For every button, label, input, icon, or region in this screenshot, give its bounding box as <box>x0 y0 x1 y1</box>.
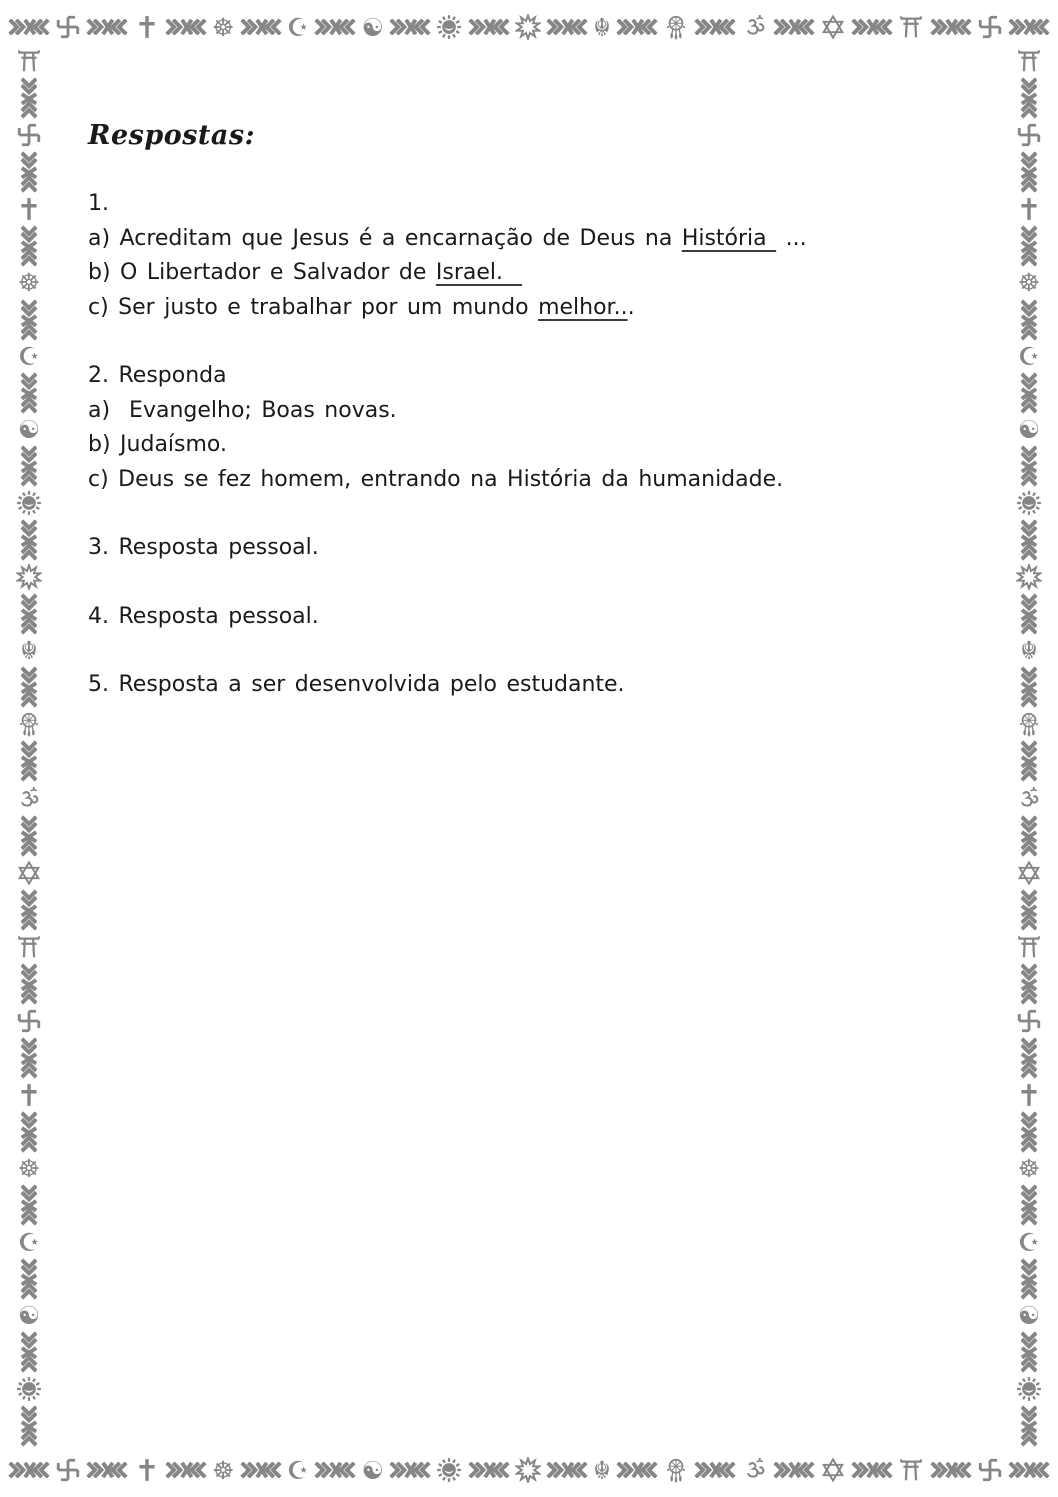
dharma-wheel-icon: ☸ <box>211 12 235 42</box>
swastika-icon <box>977 14 1003 40</box>
chevron-motif-icon <box>1006 1331 1052 1373</box>
answer-line <box>88 531 1003 566</box>
cross-icon <box>16 196 42 222</box>
answer-line <box>88 359 1003 394</box>
chevron-motif-icon <box>6 963 52 1005</box>
chevron-motif-icon <box>6 1184 52 1226</box>
star-crescent-icon: ☪ <box>17 1227 41 1257</box>
khanda-icon: ☬ <box>593 1455 611 1485</box>
starburst-icon <box>515 1457 541 1483</box>
answer-text: a) Acreditam que Jesus é a encarnação de Deus na <box>88 225 682 251</box>
chevron-motif-icon <box>468 19 510 35</box>
chevron-motif-icon <box>1006 225 1052 267</box>
sun-icon <box>436 1457 462 1483</box>
om-icon <box>742 1457 768 1483</box>
chevron-motif-icon <box>1006 1258 1052 1300</box>
swastika-icon <box>977 1457 1003 1483</box>
answer-line <box>88 668 1003 703</box>
star-crescent-icon: ☪ <box>1017 1227 1041 1257</box>
chevron-motif-icon <box>1006 77 1052 119</box>
star-crescent-icon: ☪ <box>17 341 41 371</box>
chevron-motif-icon <box>773 19 815 35</box>
chevron-motif-icon <box>1008 19 1050 35</box>
chevron-motif-icon <box>86 19 128 35</box>
chevron-motif-icon <box>694 19 736 35</box>
answer-line <box>88 222 1003 257</box>
chevron-motif-icon <box>1006 445 1052 487</box>
chevron-motif-icon <box>1006 519 1052 561</box>
chevron-motif-icon <box>1006 740 1052 782</box>
om-icon <box>16 786 42 812</box>
sun-icon <box>16 490 42 516</box>
answers-section <box>88 120 1003 737</box>
answer-block <box>88 668 1003 703</box>
chevron-motif-icon <box>86 1462 128 1478</box>
chevron-motif-icon <box>6 445 52 487</box>
sun-icon <box>16 1376 42 1402</box>
sun-icon <box>1016 1376 1042 1402</box>
answer-text: c) Ser justo e trabalhar por um mundo <box>88 294 539 320</box>
star-of-david-icon <box>16 860 42 886</box>
chevron-motif-icon <box>6 151 52 193</box>
chevron-motif-icon <box>851 19 893 35</box>
starburst-icon <box>16 564 42 590</box>
answer-text: b) Judaísmo. <box>88 432 227 457</box>
yin-yang-icon: ☯ <box>17 414 41 444</box>
chevron-motif-icon <box>546 1462 588 1478</box>
chevron-motif-icon <box>6 815 52 857</box>
answer-text: 5. Resposta a ser desenvolvida pelo estudante. <box>88 672 625 697</box>
dharma-wheel-icon: ☸ <box>17 268 41 298</box>
answer-text: a) Evangelho; Boas novas. <box>88 397 397 423</box>
answer-text: c) Deus se fez homem, entrando na História da humanidade. <box>88 466 784 492</box>
answer-line <box>88 187 1003 222</box>
star-of-david-icon <box>820 1457 846 1483</box>
chevron-motif-icon <box>773 1462 815 1478</box>
chevron-motif-icon <box>8 1462 50 1478</box>
swastika-icon <box>1016 1008 1042 1034</box>
swastika-icon <box>16 122 42 148</box>
underlined-answer-text: História <box>681 225 777 251</box>
chevron-motif-icon <box>851 1462 893 1478</box>
chevron-motif-icon <box>1006 1184 1052 1226</box>
chevron-motif-icon <box>1006 372 1052 414</box>
answer-line <box>88 291 1003 326</box>
swastika-icon <box>55 14 81 40</box>
answer-text: 3. Resposta pessoal. <box>88 535 319 560</box>
chevron-motif-icon <box>1006 1405 1052 1447</box>
torii-icon <box>1016 934 1042 960</box>
torii-icon <box>16 48 42 74</box>
cross-icon <box>134 14 160 40</box>
chevron-motif-icon <box>314 1462 356 1478</box>
chevron-motif-icon <box>616 1462 658 1478</box>
chevron-motif-icon <box>165 19 207 35</box>
answer-line <box>88 428 1003 463</box>
yin-yang-icon: ☯ <box>1017 1300 1041 1330</box>
chevron-motif-icon <box>8 19 50 35</box>
sun-icon <box>1016 490 1042 516</box>
chevron-motif-icon <box>389 1462 431 1478</box>
chevron-motif-icon <box>6 299 52 341</box>
torii-icon <box>1016 48 1042 74</box>
chevron-motif-icon <box>1006 299 1052 341</box>
answer-line <box>88 256 1003 291</box>
khanda-icon: ☬ <box>593 12 611 42</box>
dreamcatcher-icon <box>16 711 42 737</box>
yin-yang-icon: ☯ <box>361 12 384 42</box>
answer-block <box>88 600 1003 635</box>
chevron-motif-icon <box>1006 1037 1052 1079</box>
dreamcatcher-icon <box>663 1457 689 1483</box>
answer-line <box>88 463 1003 498</box>
chevron-motif-icon <box>1006 593 1052 635</box>
chevron-motif-icon <box>6 77 52 119</box>
chevron-motif-icon <box>6 1258 52 1300</box>
yin-yang-icon: ☯ <box>17 1300 41 1330</box>
khanda-icon: ☬ <box>20 636 38 666</box>
star-crescent-icon: ☪ <box>286 1455 310 1485</box>
underlined-answer-text: melhor.. <box>538 294 628 320</box>
chevron-motif-icon <box>1006 815 1052 857</box>
starburst-icon <box>515 14 541 40</box>
answer-blocks <box>88 187 1003 703</box>
answer-text: 1. <box>88 191 109 216</box>
dharma-wheel-icon: ☸ <box>1017 1154 1041 1184</box>
torii-icon <box>16 934 42 960</box>
chevron-motif-icon <box>1006 963 1052 1005</box>
chevron-motif-icon <box>6 372 52 414</box>
torii-icon <box>898 14 924 40</box>
star-of-david-icon <box>1016 860 1042 886</box>
chevron-motif-icon <box>1008 1462 1050 1478</box>
page-title: Respostas: <box>88 120 256 151</box>
chevron-motif-icon <box>6 225 52 267</box>
swastika-icon <box>16 1008 42 1034</box>
chevron-motif-icon <box>6 1037 52 1079</box>
border-left <box>6 48 52 1447</box>
khanda-icon: ☬ <box>1020 636 1038 666</box>
chevron-motif-icon <box>240 1462 282 1478</box>
chevron-motif-icon <box>6 1111 52 1153</box>
answer-block <box>88 359 1003 497</box>
cross-icon <box>134 1457 160 1483</box>
answer-block <box>88 187 1003 325</box>
answer-line <box>88 394 1003 429</box>
cross-icon <box>1016 196 1042 222</box>
chevron-motif-icon <box>389 19 431 35</box>
border-top <box>8 5 1050 49</box>
underlined-answer-text: Israel. <box>435 260 522 285</box>
dharma-wheel-icon: ☸ <box>1017 268 1041 298</box>
chevron-motif-icon <box>1006 151 1052 193</box>
dreamcatcher-icon <box>1016 711 1042 737</box>
answer-text: b) O Libertador e Salvador de <box>88 260 436 285</box>
chevron-motif-icon <box>314 19 356 35</box>
chevron-motif-icon <box>165 1462 207 1478</box>
chevron-motif-icon <box>240 19 282 35</box>
answer-text: 2. Responda <box>88 363 227 388</box>
chevron-motif-icon <box>546 19 588 35</box>
yin-yang-icon: ☯ <box>361 1455 384 1485</box>
torii-icon <box>898 1457 924 1483</box>
answer-block <box>88 531 1003 566</box>
dharma-wheel-icon: ☸ <box>17 1154 41 1184</box>
chevron-motif-icon <box>6 889 52 931</box>
star-of-david-icon <box>820 14 846 40</box>
chevron-motif-icon <box>1006 889 1052 931</box>
chevron-motif-icon <box>1006 666 1052 708</box>
dharma-wheel-icon: ☸ <box>211 1455 235 1485</box>
swastika-icon <box>55 1457 81 1483</box>
answer-text: . <box>627 294 635 320</box>
chevron-motif-icon <box>468 1462 510 1478</box>
chevron-motif-icon <box>616 19 658 35</box>
chevron-motif-icon <box>6 1331 52 1373</box>
answer-text: 4. Resposta pessoal. <box>88 603 319 629</box>
cross-icon <box>16 1082 42 1108</box>
chevron-motif-icon <box>6 666 52 708</box>
answer-text: ... <box>776 225 807 251</box>
cross-icon <box>1016 1082 1042 1108</box>
chevron-motif-icon <box>6 519 52 561</box>
chevron-motif-icon <box>6 593 52 635</box>
star-crescent-icon: ☪ <box>1017 341 1041 371</box>
starburst-icon <box>1016 564 1042 590</box>
dreamcatcher-icon <box>663 14 689 40</box>
chevron-motif-icon <box>930 1462 972 1478</box>
om-icon <box>1016 786 1042 812</box>
chevron-motif-icon <box>6 1405 52 1447</box>
star-crescent-icon: ☪ <box>286 12 310 42</box>
swastika-icon <box>1016 122 1042 148</box>
sun-icon <box>436 14 462 40</box>
chevron-motif-icon <box>6 740 52 782</box>
chevron-motif-icon <box>1006 1111 1052 1153</box>
answer-line <box>88 600 1003 635</box>
chevron-motif-icon <box>694 1462 736 1478</box>
chevron-motif-icon <box>930 19 972 35</box>
border-right <box>1006 48 1052 1447</box>
yin-yang-icon: ☯ <box>1017 414 1041 444</box>
om-icon <box>742 14 768 40</box>
border-bottom <box>8 1448 1050 1492</box>
